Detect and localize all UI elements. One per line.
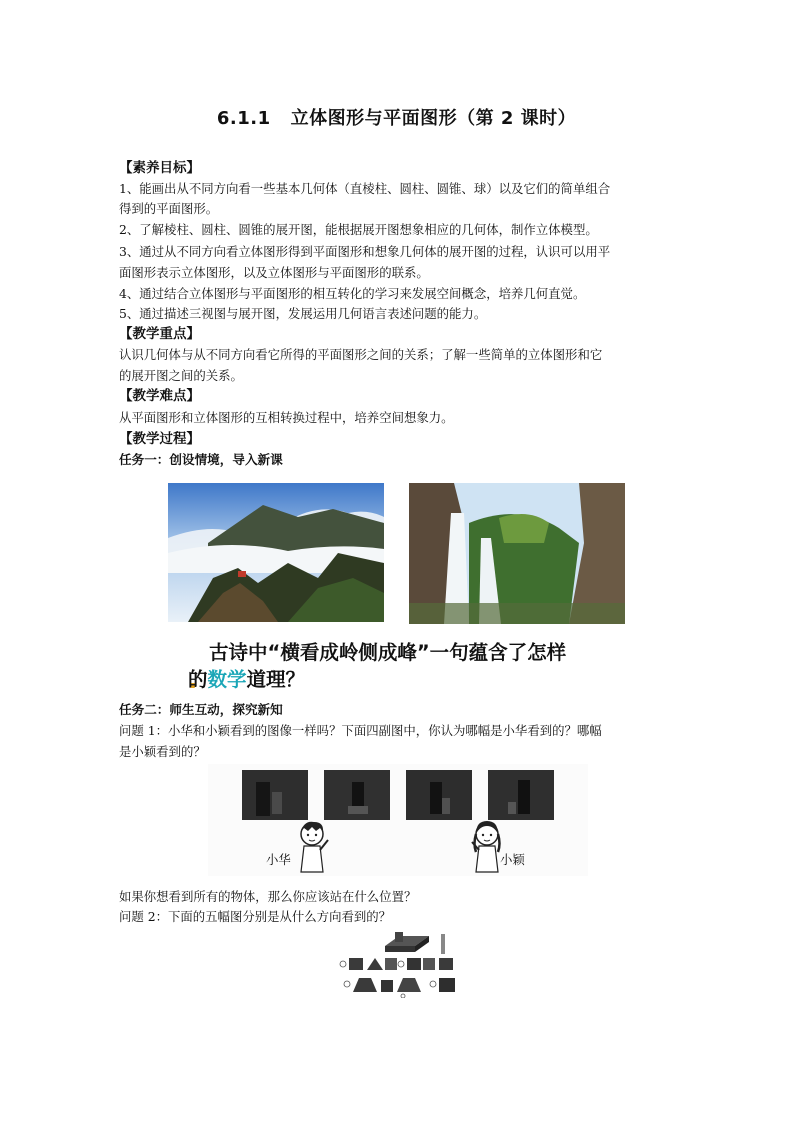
process-heading: 【教学过程】 [119,431,200,447]
goal-line: 2、了解棱柱、圆柱、圆锥的展开图，能根据展开图想象相应的几何体，制作立体模型。 [119,222,598,237]
goal-line: 面图形表示立体图形，以及立体图形与平面图形的联系。 [119,265,429,280]
poem-question-line1: 古诗中“横看成岭侧成峰”一句蕴含了怎样 [209,641,567,664]
solids-views-figure [337,928,461,998]
view-image-3 [406,770,472,820]
goal-line: 5、通过描述三视图与展开图，发展运用几何语言表述问题的能力。 [119,306,487,321]
poem-question-highlight: 数学 [207,668,247,691]
goal-line: 得到的平面图形。 [119,201,219,216]
difficulty-heading: 【教学难点】 [119,388,200,404]
boy-cartoon [296,818,330,874]
poem-question-prefix: 的 [188,668,208,691]
view-image-1 [242,770,308,820]
difficulty-line: 从平面图形和立体图形的互相转换过程中，培养空间想象力。 [119,410,454,425]
title-text: 立体图形与平面图形（第 2 课时） [290,108,577,129]
key-points-line: 的展开图之间的关系。 [119,368,243,383]
boy-name-label: 小华 [266,852,291,867]
key-points-line: 认识几何体与从不同方向看它所得的平面图形之间的关系；了解一些简单的立体图形和它 [119,347,603,362]
poem-question-suffix: 道理？ [246,668,306,691]
waterfall-photo [409,483,625,624]
position-question-line: 如果你想看到所有的物体，那么你应该站在什么位置？ [119,889,417,904]
question1-line: 是小颖看到的？ [119,744,206,759]
girl-name-label: 小颖 [500,852,525,867]
question1-line: 问题 1：小华和小颖看到的图像一样吗？下面四副图中，你认为哪幅是小华看到的？哪幅 [119,723,602,738]
key-points-heading: 【教学重点】 [119,326,200,342]
girl-cartoon [470,818,504,874]
task2-heading: 任务二：师生互动，探究新知 [119,702,283,717]
goal-line: 3、通过从不同方向看立体图形得到平面图形和想象几何体的展开图的过程，认识可以用平 [119,244,611,259]
goals-heading: 【素养目标】 [119,160,200,176]
goal-line: 4、通过结合立体图形与平面图形的相互转化的学习来发展空间概念，培养几何直觉。 [119,286,586,301]
title-number: 6.1.1 [216,108,271,129]
view-image-2 [324,770,390,820]
views-figure [208,764,588,876]
page-title [0,104,793,130]
goal-line: 1、能画出从不同方向看一些基本几何体（直棱柱、圆柱、圆锥、球）以及它们的简单组合 [119,181,611,196]
task1-heading: 任务一：创设情境，导入新课 [119,452,283,467]
mountain-clouds-photo [168,483,384,622]
question2-line: 问题 2：下面的五幅图分别是从什么方向看到的？ [119,909,392,924]
view-image-4 [488,770,554,820]
poem-question-line2 [188,664,305,692]
